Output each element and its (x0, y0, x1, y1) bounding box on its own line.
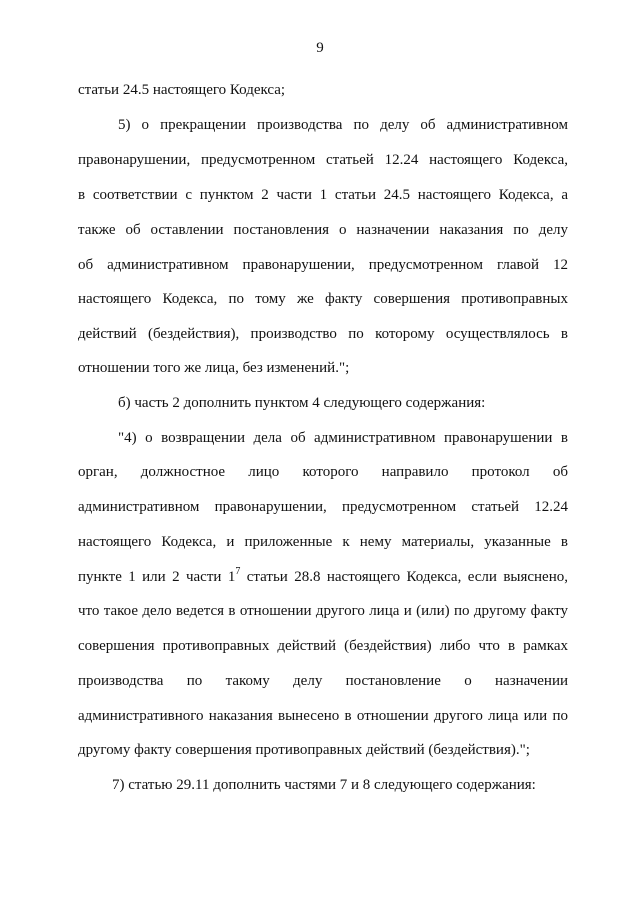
text-line: правонарушении, предусмотренном статьей 12.24 настоящего Кодекса, (78, 152, 568, 168)
page-number: 9 (316, 40, 324, 56)
text-line: настоящего Кодекса, по тому же факту совершения противоправных (78, 291, 568, 307)
text-line: производства по такому делу постановление о назначении (78, 673, 568, 689)
text-line: статьи 24.5 настоящего Кодекса; (78, 82, 286, 98)
text-line: другому факту совершения противоправных действий (бездействия)."; (78, 742, 530, 758)
text-line: административном правонарушении, предусмотренном статьей 12.24 (78, 499, 568, 515)
text-line: что такое дело ведется в отношении другого лица и (или) по другому факту (78, 603, 568, 619)
text-line: административного наказания вынесено в отношении другого лица или по (78, 708, 568, 724)
superscript: 7 (235, 566, 241, 577)
text-line: орган, должностное лицо которого направило протокол об (78, 464, 568, 480)
text-span: статьи 28.8 настоящего Кодекса, если выяснено, (240, 569, 568, 585)
text-line: б) часть 2 дополнить пунктом 4 следующего содержания: (118, 395, 486, 411)
text-line (78, 567, 568, 587)
text-line: 7) статью 29.11 дополнить частями 7 и 8 следующего содержания: (112, 777, 536, 793)
text-line: отношении того же лица, без изменений."; (78, 360, 350, 376)
text-line: совершения противоправных действий (бездействия) либо что в рамках (78, 638, 568, 654)
text-line: действий (бездействия), производство по которому осуществлялось в (78, 326, 568, 342)
text-line: об административном правонарушении, предусмотренном главой 12 (78, 257, 568, 273)
text-line: в соответствии с пунктом 2 части 1 статьи 24.5 настоящего Кодекса, а (78, 187, 568, 203)
text-line: настоящего Кодекса, и приложенные к нему материалы, указанные в (78, 534, 568, 550)
text-line: также об оставлении постановления о назначении наказания по делу (78, 222, 568, 238)
text-line: 5) о прекращении производства по делу об административном (118, 117, 568, 133)
text-span: пункте 1 или 2 части 1 (78, 569, 236, 585)
text-line: "4) о возвращении дела об административном правонарушении в (118, 430, 568, 446)
